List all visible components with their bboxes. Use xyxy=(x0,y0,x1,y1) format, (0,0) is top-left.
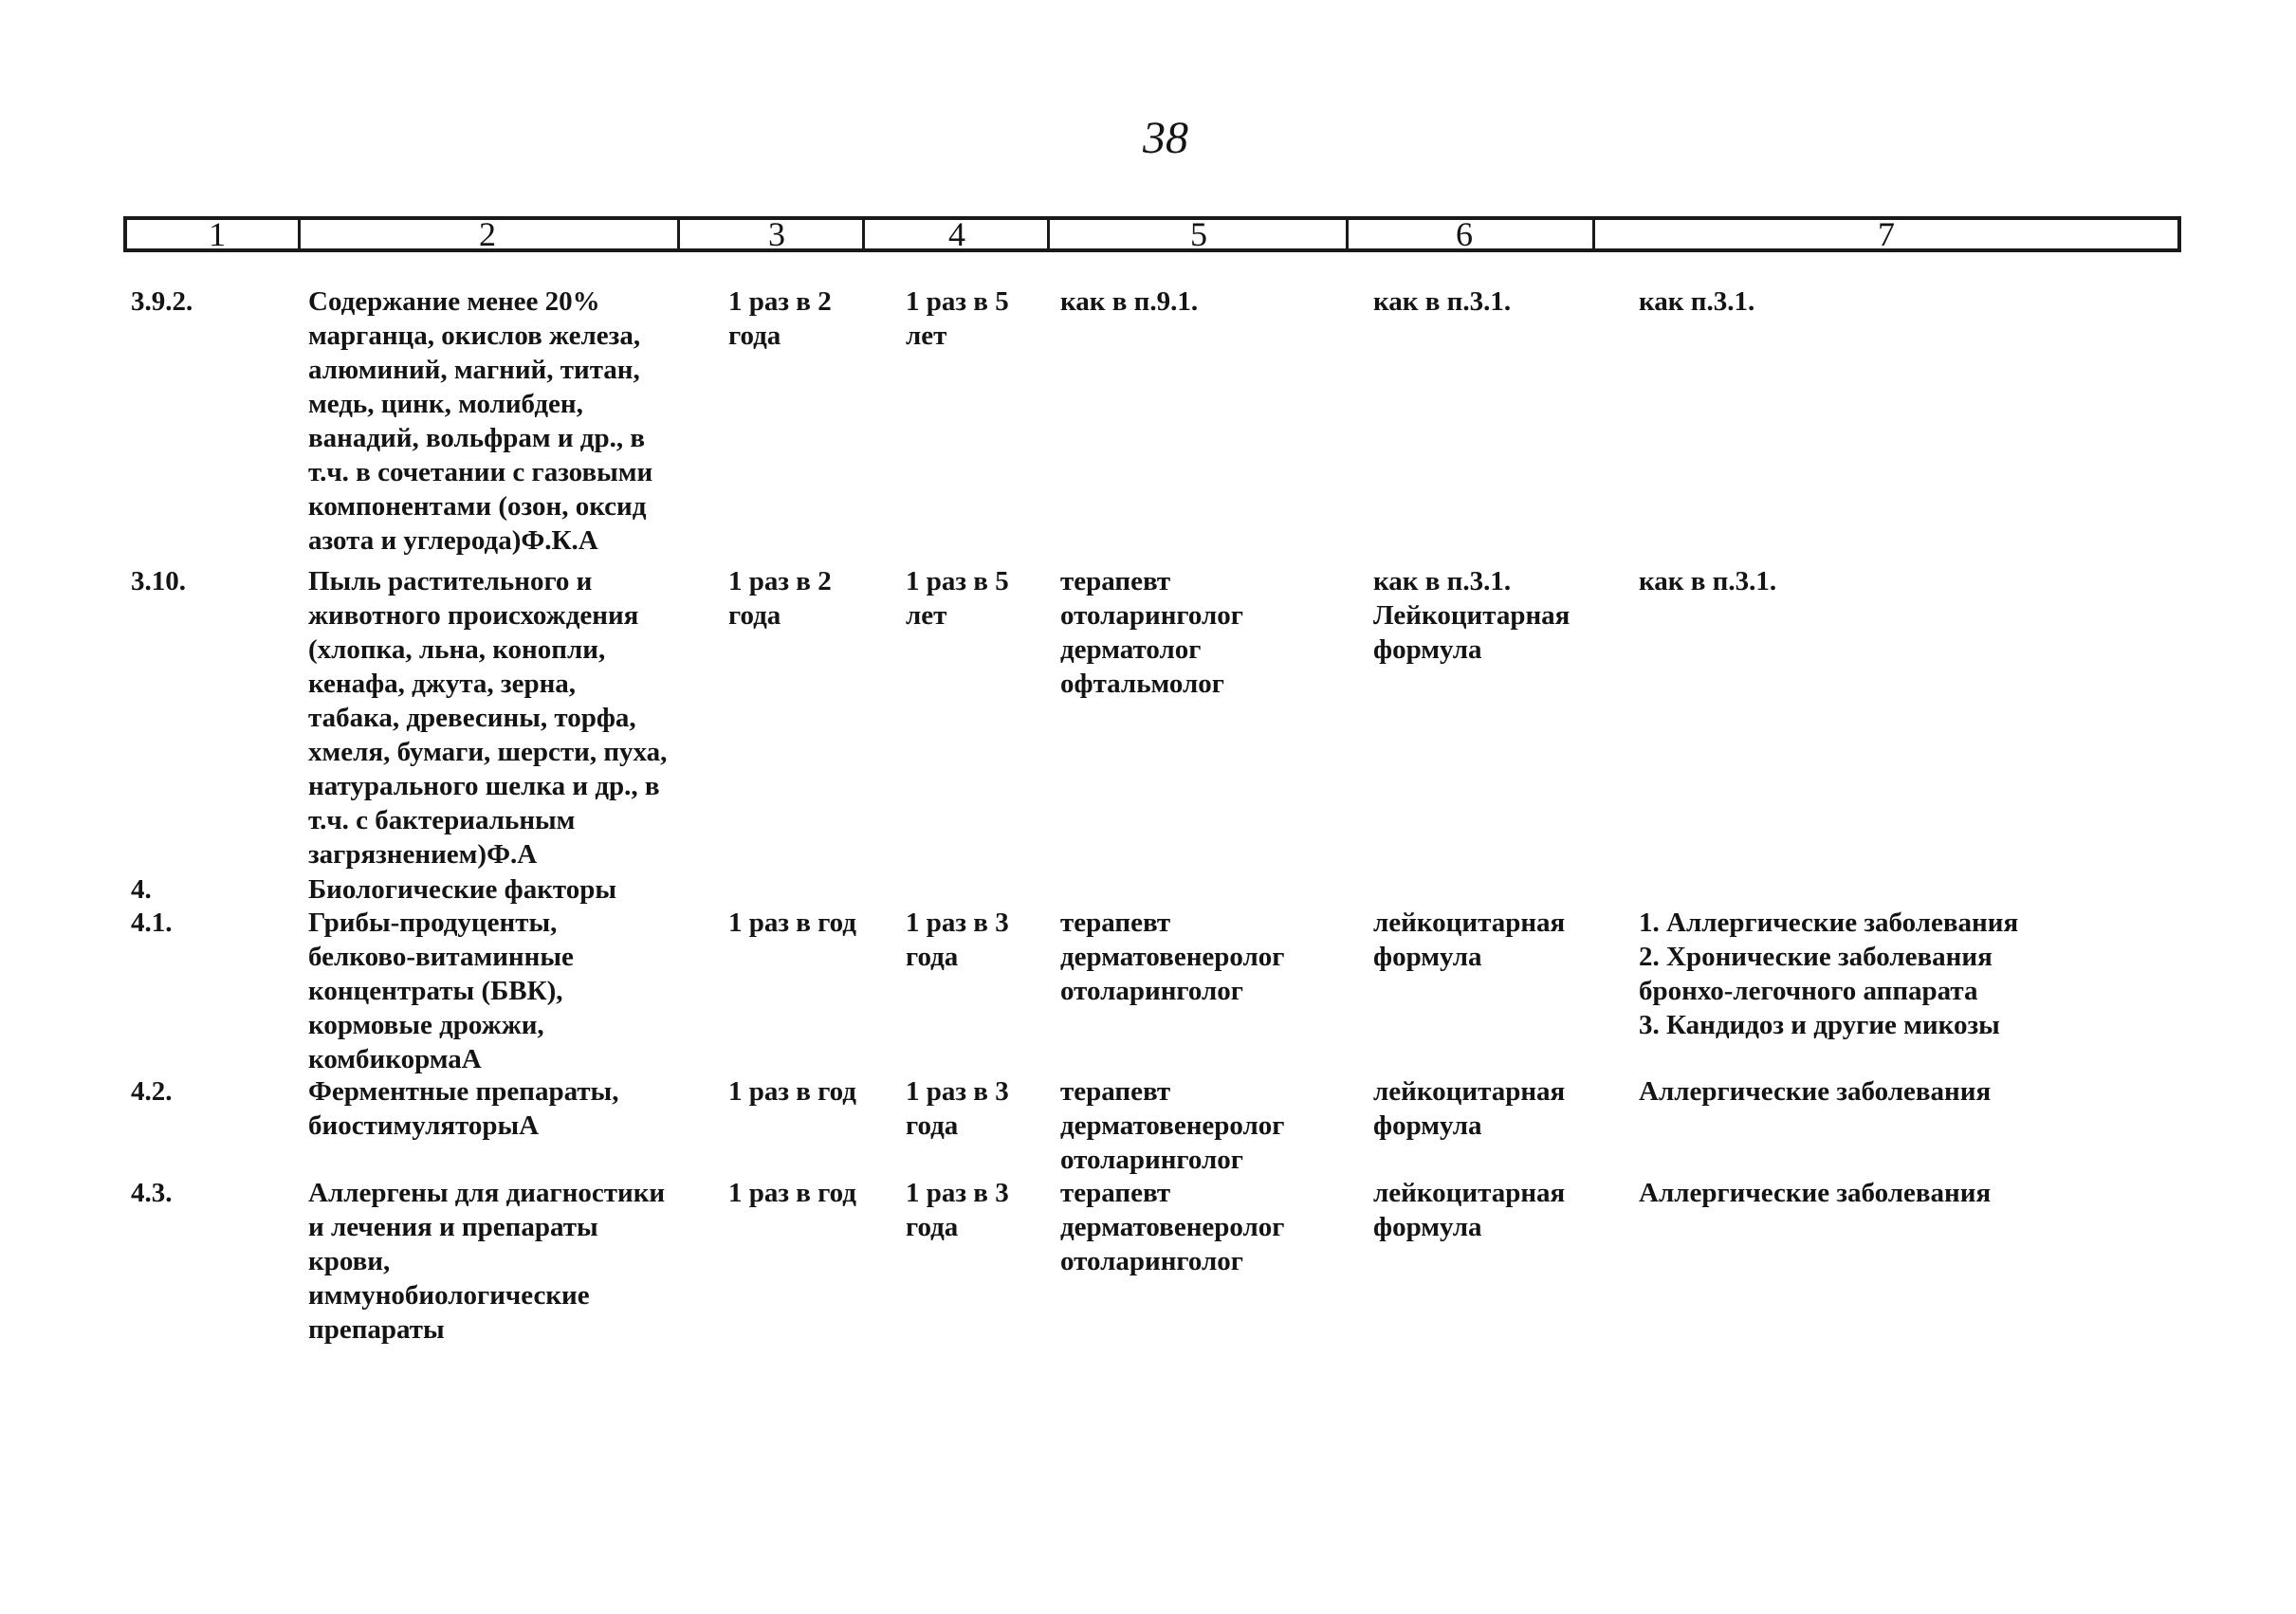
specialists: терапевт дерматовенеролог отоларинголог xyxy=(1060,1178,1285,1276)
periodicity-col4: 1 раз в 5 лет xyxy=(906,566,1009,631)
periodicity-col3: 1 раз в 2 года xyxy=(728,286,832,351)
specialists: терапевт отоларинголог дерматолог офтальмолог xyxy=(1060,566,1243,699)
row-number: 4.2. xyxy=(131,1076,173,1107)
lab-tests: лейкоцитарная формула xyxy=(1373,908,1566,972)
row-number: 3.10. xyxy=(131,566,186,596)
periodicity-col3: 1 раз в 2 года xyxy=(728,566,832,631)
factor-description: Аллергены для диагностики и лечения и препараты крови, иммунобиологические препараты xyxy=(308,1178,666,1345)
lab-tests: как в п.3.1. xyxy=(1373,286,1512,317)
header-divider xyxy=(862,220,865,248)
row-number: 4.1. xyxy=(131,908,173,938)
factor-description: Биологические факторы xyxy=(308,874,617,905)
contraindications: Аллергические заболевания xyxy=(1639,1076,1992,1107)
factor-description: Пыль растительного и животного происхождения (хлопка, льна, конопли, кенафа, джута, зерна, табака, древесины, торфа, хмеля, бумаги, шерсти, пуха, натурального шелка и др., в т.ч. с бактериальным загрязнением)Ф.А xyxy=(308,566,668,870)
periodicity-col4: 1 раз в 5 лет xyxy=(906,286,1009,351)
row-number: 3.9.2. xyxy=(131,286,193,317)
header-divider xyxy=(1346,220,1349,248)
header-cell-7: 7 xyxy=(1878,215,1895,253)
periodicity-col3: 1 раз в год xyxy=(728,1178,856,1208)
header-divider xyxy=(298,220,301,248)
specialists: как в п.9.1. xyxy=(1060,286,1199,317)
contraindications: 1. Аллергические заболевания 2. Хронические заболевания бронхо-легочного аппарата 3. Кандидоз и другие микозы xyxy=(1639,908,2019,1040)
table-header xyxy=(123,216,2181,252)
periodicity-col4: 1 раз в 3 года xyxy=(906,908,1009,972)
factor-description: Содержание менее 20% марганца, окислов железа, алюминий, магний, титан, медь, цинк, молибден, ванадий, вольфрам и др., в т.ч. в сочетании с газовыми компонентами (озон, оксид азота и углерода)Ф.К.А xyxy=(308,286,653,556)
lab-tests: как в п.3.1. Лейкоцитарная формула xyxy=(1373,566,1570,665)
page-number: 38 xyxy=(1143,113,1188,163)
header-cell-6: 6 xyxy=(1456,215,1473,253)
lab-tests: лейкоцитарная формула xyxy=(1373,1076,1566,1141)
header-cell-2: 2 xyxy=(479,215,496,253)
factor-description: Грибы-продуценты, белково-витаминные концентраты (БВК), кормовые дрожжи, комбикормаА xyxy=(308,908,574,1074)
header-cell-1: 1 xyxy=(209,215,226,253)
row-number: 4.3. xyxy=(131,1178,173,1208)
factor-description: Ферментные препараты, биостимуляторыА xyxy=(308,1076,619,1141)
lab-tests: лейкоцитарная формула xyxy=(1373,1178,1566,1242)
row-number: 4. xyxy=(131,874,152,905)
header-divider xyxy=(677,220,680,248)
periodicity-col3: 1 раз в год xyxy=(728,1076,856,1107)
header-divider xyxy=(1592,220,1595,248)
contraindications: Аллергические заболевания xyxy=(1639,1178,1992,1208)
header-cell-3: 3 xyxy=(768,215,785,253)
specialists: терапевт дерматовенеролог отоларинголог xyxy=(1060,1076,1285,1175)
contraindications: как в п.3.1. xyxy=(1639,566,1777,596)
header-cell-4: 4 xyxy=(948,215,965,253)
periodicity-col3: 1 раз в год xyxy=(728,908,856,938)
contraindications: как п.3.1. xyxy=(1639,286,1755,317)
specialists: терапевт дерматовенеролог отоларинголог xyxy=(1060,908,1285,1006)
periodicity-col4: 1 раз в 3 года xyxy=(906,1076,1009,1141)
periodicity-col4: 1 раз в 3 года xyxy=(906,1178,1009,1242)
header-divider xyxy=(1047,220,1050,248)
header-cell-5: 5 xyxy=(1190,215,1207,253)
